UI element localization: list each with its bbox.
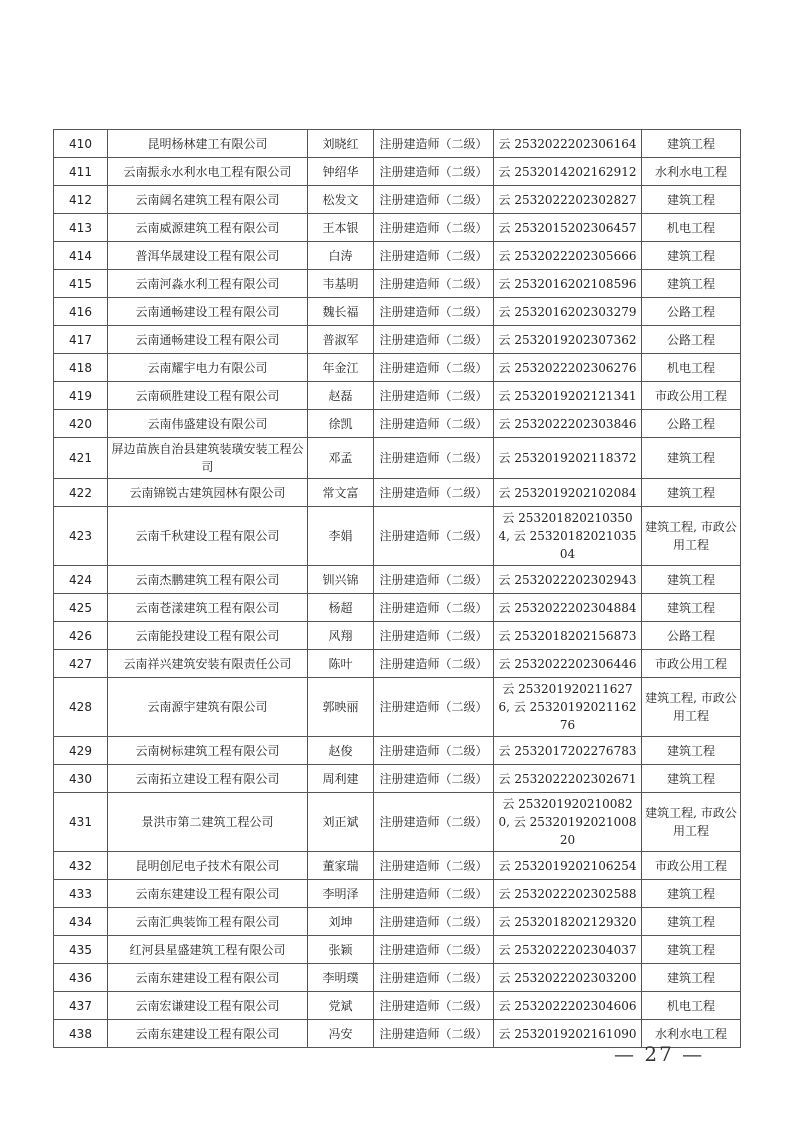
person-name-cell: 陈叶 (308, 650, 374, 678)
person-name-cell: 赵俊 (308, 737, 374, 765)
person-name-cell: 年金江 (308, 354, 374, 382)
person-name-cell: 邓孟 (308, 438, 374, 479)
person-name-cell: 张颖 (308, 936, 374, 964)
qualification-cell: 注册建造师（二级） (374, 908, 494, 936)
specialty-cell: 建筑工程 (642, 270, 741, 298)
certificate-number-cell: 云 2532018202129320 (494, 908, 642, 936)
qualification-cell: 注册建造师（二级） (374, 566, 494, 594)
certificate-number-cell: 云 2532014202162912 (494, 158, 642, 186)
person-name-cell: 钟绍华 (308, 158, 374, 186)
table-row (54, 354, 741, 382)
certificate-number-cell: 云 2532022202303200 (494, 964, 642, 992)
company-cell: 云南威源建筑工程有限公司 (108, 214, 308, 242)
qualification-cell: 注册建造师（二级） (374, 880, 494, 908)
person-name-cell: 松发文 (308, 186, 374, 214)
qualification-cell: 注册建造师（二级） (374, 793, 494, 852)
company-cell: 昆明创尼电子技术有限公司 (108, 852, 308, 880)
specialty-cell: 建筑工程 (642, 566, 741, 594)
specialty-cell: 市政公用工程 (642, 650, 741, 678)
qualification-cell: 注册建造师（二级） (374, 438, 494, 479)
person-name-cell: 王本银 (308, 214, 374, 242)
qualification-cell: 注册建造师（二级） (374, 410, 494, 438)
person-name-cell: 韦基明 (308, 270, 374, 298)
company-cell: 云南拓立建设工程有限公司 (108, 765, 308, 793)
row-number-cell: 435 (54, 936, 108, 964)
row-number-cell: 425 (54, 594, 108, 622)
certificate-number-cell: 云 2532022202302588 (494, 880, 642, 908)
qualification-cell: 注册建造师（二级） (374, 158, 494, 186)
certificate-number-cell: 云 2532022202305666 (494, 242, 642, 270)
specialty-cell: 公路工程 (642, 298, 741, 326)
certificate-number-cell: 云 2532022202306164 (494, 130, 642, 158)
table-row (54, 566, 741, 594)
person-name-cell: 李明泽 (308, 880, 374, 908)
specialty-cell: 公路工程 (642, 622, 741, 650)
company-cell: 昆明杨林建工有限公司 (108, 130, 308, 158)
specialty-cell: 市政公用工程 (642, 382, 741, 410)
table-row (54, 908, 741, 936)
row-number-cell: 428 (54, 678, 108, 737)
specialty-cell: 建筑工程 (642, 186, 741, 214)
specialty-cell: 水利水电工程 (642, 158, 741, 186)
company-cell: 云南宏谦建设工程有限公司 (108, 992, 308, 1020)
certificate-number-cell: 云 2532019202161090 (494, 1020, 642, 1048)
specialty-cell: 建筑工程 (642, 964, 741, 992)
table-row (54, 852, 741, 880)
qualification-cell: 注册建造师（二级） (374, 479, 494, 507)
certificate-number-cell: 云 2532022202306446 (494, 650, 642, 678)
specialty-cell: 机电工程 (642, 992, 741, 1020)
company-cell: 云南树标建筑工程有限公司 (108, 737, 308, 765)
qualification-cell: 注册建造师（二级） (374, 765, 494, 793)
company-cell: 云南祥兴建筑安装有限责任公司 (108, 650, 308, 678)
row-number-cell: 423 (54, 507, 108, 566)
specialty-cell: 建筑工程, 市政公用工程 (642, 793, 741, 852)
person-name-cell: 李明璞 (308, 964, 374, 992)
qualification-cell: 注册建造师（二级） (374, 507, 494, 566)
company-cell: 云南河淼水利工程有限公司 (108, 270, 308, 298)
table-row (54, 964, 741, 992)
row-number-cell: 417 (54, 326, 108, 354)
specialty-cell: 建筑工程 (642, 594, 741, 622)
table-row (54, 242, 741, 270)
registry-table (53, 129, 741, 1048)
table-row (54, 737, 741, 765)
row-number-cell: 422 (54, 479, 108, 507)
table-body (54, 130, 741, 1048)
certificate-number-cell: 云 2532022202304037 (494, 936, 642, 964)
certificate-number-cell: 云 2532019202118372 (494, 438, 642, 479)
company-cell: 云南通畅建设工程有限公司 (108, 326, 308, 354)
person-name-cell: 普淑军 (308, 326, 374, 354)
row-number-cell: 415 (54, 270, 108, 298)
person-name-cell: 杨超 (308, 594, 374, 622)
specialty-cell: 机电工程 (642, 214, 741, 242)
row-number-cell: 410 (54, 130, 108, 158)
specialty-cell: 建筑工程 (642, 479, 741, 507)
certificate-number-cell: 云 2532022202302827 (494, 186, 642, 214)
row-number-cell: 424 (54, 566, 108, 594)
person-name-cell: 风翔 (308, 622, 374, 650)
person-name-cell: 党斌 (308, 992, 374, 1020)
company-cell: 云南硕胜建设工程有限公司 (108, 382, 308, 410)
row-number-cell: 432 (54, 852, 108, 880)
person-name-cell: 李娟 (308, 507, 374, 566)
specialty-cell: 建筑工程, 市政公用工程 (642, 507, 741, 566)
table-row (54, 158, 741, 186)
row-number-cell: 419 (54, 382, 108, 410)
certificate-number-cell: 云 2532015202306457 (494, 214, 642, 242)
row-number-cell: 426 (54, 622, 108, 650)
qualification-cell: 注册建造师（二级） (374, 964, 494, 992)
qualification-cell: 注册建造师（二级） (374, 186, 494, 214)
company-cell: 屏边苗族自治县建筑装璜安装工程公司 (108, 438, 308, 479)
row-number-cell: 413 (54, 214, 108, 242)
person-name-cell: 魏长福 (308, 298, 374, 326)
company-cell: 云南东建建设工程有限公司 (108, 964, 308, 992)
certificate-number-cell: 云 2532022202306276 (494, 354, 642, 382)
certificate-number-cell: 云 2532022202302671 (494, 765, 642, 793)
person-name-cell: 刘正斌 (308, 793, 374, 852)
table-row (54, 936, 741, 964)
table-row (54, 479, 741, 507)
qualification-cell: 注册建造师（二级） (374, 214, 494, 242)
certificate-number-cell: 云 2532019202102084 (494, 479, 642, 507)
company-cell: 云南汇典装饰工程有限公司 (108, 908, 308, 936)
company-cell: 云南千秋建设工程有限公司 (108, 507, 308, 566)
qualification-cell: 注册建造师（二级） (374, 594, 494, 622)
row-number-cell: 438 (54, 1020, 108, 1048)
specialty-cell: 建筑工程 (642, 737, 741, 765)
certificate-number-cell: 云 2532016202303279 (494, 298, 642, 326)
specialty-cell: 水利水电工程 (642, 1020, 741, 1048)
table-row (54, 186, 741, 214)
company-cell: 景洪市第二建筑工程公司 (108, 793, 308, 852)
row-number-cell: 420 (54, 410, 108, 438)
specialty-cell: 建筑工程, 市政公用工程 (642, 678, 741, 737)
person-name-cell: 刘坤 (308, 908, 374, 936)
person-name-cell: 郭映丽 (308, 678, 374, 737)
company-cell: 云南阔名建筑工程有限公司 (108, 186, 308, 214)
row-number-cell: 414 (54, 242, 108, 270)
certificate-number-cell: 云 2532019202116276, 云 2532019202116276 (494, 678, 642, 737)
certificate-number-cell: 云 2532022202304884 (494, 594, 642, 622)
table-row (54, 678, 741, 737)
table-row (54, 214, 741, 242)
person-name-cell: 董家瑞 (308, 852, 374, 880)
row-number-cell: 421 (54, 438, 108, 479)
specialty-cell: 建筑工程 (642, 880, 741, 908)
specialty-cell: 建筑工程 (642, 908, 741, 936)
person-name-cell: 周利建 (308, 765, 374, 793)
table-row (54, 793, 741, 852)
company-cell: 云南杰鹏建筑工程有限公司 (108, 566, 308, 594)
row-number-cell: 427 (54, 650, 108, 678)
qualification-cell: 注册建造师（二级） (374, 992, 494, 1020)
qualification-cell: 注册建造师（二级） (374, 298, 494, 326)
row-number-cell: 437 (54, 992, 108, 1020)
row-number-cell: 430 (54, 765, 108, 793)
specialty-cell: 建筑工程 (642, 242, 741, 270)
certificate-number-cell: 云 2532022202303846 (494, 410, 642, 438)
specialty-cell: 机电工程 (642, 354, 741, 382)
table-row (54, 410, 741, 438)
company-cell: 红河县星盛建筑工程有限公司 (108, 936, 308, 964)
table-row (54, 650, 741, 678)
person-name-cell: 钏兴锦 (308, 566, 374, 594)
person-name-cell: 冯安 (308, 1020, 374, 1048)
specialty-cell: 建筑工程 (642, 130, 741, 158)
row-number-cell: 411 (54, 158, 108, 186)
company-cell: 云南通畅建设工程有限公司 (108, 298, 308, 326)
company-cell: 云南源宇建筑有限公司 (108, 678, 308, 737)
qualification-cell: 注册建造师（二级） (374, 270, 494, 298)
specialty-cell: 公路工程 (642, 326, 741, 354)
person-name-cell: 刘晓红 (308, 130, 374, 158)
person-name-cell: 赵磊 (308, 382, 374, 410)
certificate-number-cell: 云 2532019202100820, 云 2532019202100820 (494, 793, 642, 852)
table-row (54, 880, 741, 908)
person-name-cell: 白涛 (308, 242, 374, 270)
specialty-cell: 建筑工程 (642, 438, 741, 479)
certificate-number-cell: 云 2532022202302943 (494, 566, 642, 594)
specialty-cell: 建筑工程 (642, 936, 741, 964)
row-number-cell: 434 (54, 908, 108, 936)
company-cell: 云南耀宇电力有限公司 (108, 354, 308, 382)
table-row (54, 765, 741, 793)
certificate-number-cell: 云 2532019202307362 (494, 326, 642, 354)
table-row (54, 270, 741, 298)
certificate-number-cell: 云 2532019202121341 (494, 382, 642, 410)
row-number-cell: 412 (54, 186, 108, 214)
qualification-cell: 注册建造师（二级） (374, 130, 494, 158)
qualification-cell: 注册建造师（二级） (374, 1020, 494, 1048)
qualification-cell: 注册建造师（二级） (374, 354, 494, 382)
certificate-number-cell: 云 2532017202276783 (494, 737, 642, 765)
qualification-cell: 注册建造师（二级） (374, 622, 494, 650)
certificate-number-cell: 云 2532018202103504, 云 2532018202103504 (494, 507, 642, 566)
company-cell: 云南苍漾建筑工程有限公司 (108, 594, 308, 622)
qualification-cell: 注册建造师（二级） (374, 650, 494, 678)
certificate-number-cell: 云 2532018202156873 (494, 622, 642, 650)
row-number-cell: 429 (54, 737, 108, 765)
qualification-cell: 注册建造师（二级） (374, 242, 494, 270)
company-cell: 云南振永水利水电工程有限公司 (108, 158, 308, 186)
certificate-number-cell: 云 2532019202106254 (494, 852, 642, 880)
qualification-cell: 注册建造师（二级） (374, 326, 494, 354)
row-number-cell: 418 (54, 354, 108, 382)
table-row (54, 438, 741, 479)
page-number: — 27 — (614, 1042, 705, 1066)
table-row (54, 326, 741, 354)
person-name-cell: 徐凯 (308, 410, 374, 438)
table-row (54, 130, 741, 158)
company-cell: 云南能投建设工程有限公司 (108, 622, 308, 650)
qualification-cell: 注册建造师（二级） (374, 382, 494, 410)
row-number-cell: 433 (54, 880, 108, 908)
row-number-cell: 436 (54, 964, 108, 992)
company-cell: 云南锦锐古建筑园林有限公司 (108, 479, 308, 507)
certificate-number-cell: 云 2532022202304606 (494, 992, 642, 1020)
specialty-cell: 市政公用工程 (642, 852, 741, 880)
table-row (54, 298, 741, 326)
table-row (54, 382, 741, 410)
row-number-cell: 416 (54, 298, 108, 326)
table-row (54, 992, 741, 1020)
qualification-cell: 注册建造师（二级） (374, 678, 494, 737)
specialty-cell: 建筑工程 (642, 765, 741, 793)
table-row (54, 594, 741, 622)
table-row (54, 622, 741, 650)
row-number-cell: 431 (54, 793, 108, 852)
table-row (54, 507, 741, 566)
certificate-number-cell: 云 2532016202108596 (494, 270, 642, 298)
qualification-cell: 注册建造师（二级） (374, 737, 494, 765)
person-name-cell: 常文富 (308, 479, 374, 507)
company-cell: 云南东建建设工程有限公司 (108, 1020, 308, 1048)
company-cell: 云南东建建设工程有限公司 (108, 880, 308, 908)
company-cell: 普洱华晟建设工程有限公司 (108, 242, 308, 270)
company-cell: 云南伟盛建设有限公司 (108, 410, 308, 438)
qualification-cell: 注册建造师（二级） (374, 852, 494, 880)
specialty-cell: 公路工程 (642, 410, 741, 438)
qualification-cell: 注册建造师（二级） (374, 936, 494, 964)
